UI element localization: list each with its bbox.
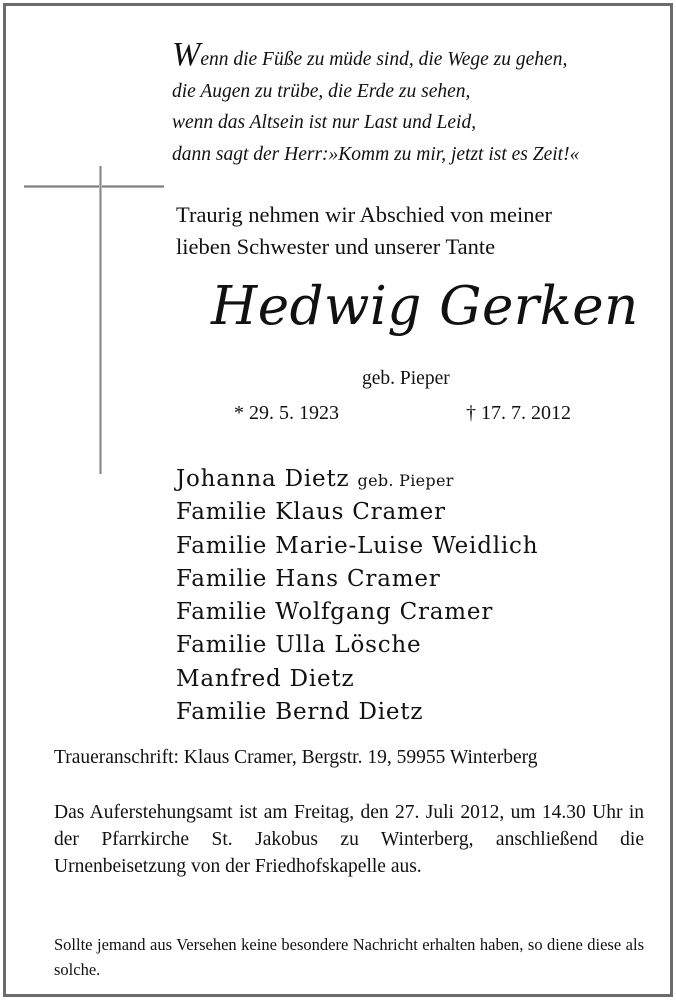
mourner-item: Familie Hans Cramer xyxy=(176,565,441,592)
mourner-item: Familie Ulla Lösche xyxy=(176,632,422,659)
mourner-birth-name: geb. Pieper xyxy=(357,471,454,490)
poem-line-4: dann sagt der Herr:»Komm zu mir, jetzt ist es Zeit!« xyxy=(172,143,580,165)
mourner-item xyxy=(176,463,538,496)
poem-line-1-text: enn die Füße zu müde sind, die Wege zu gehen, xyxy=(200,49,568,70)
mourning-address: Traueranschrift: Klaus Cramer, Bergstr. 19, 59955 Winterberg xyxy=(54,747,538,768)
cross-icon-horizontal-beam xyxy=(24,185,164,188)
poem-line-2: die Augen zu trübe, die Erde zu sehen, xyxy=(172,80,471,102)
farewell-intro xyxy=(176,199,552,263)
mourners-list xyxy=(176,463,538,729)
poem-line-3: wenn das Altsein ist nur Last und Leid, xyxy=(172,112,477,133)
mourner-item: Familie Klaus Cramer xyxy=(176,499,446,526)
deceased-birth-name: geb. Pieper xyxy=(362,368,450,389)
mourner-item: Familie Wolfgang Cramer xyxy=(176,599,494,626)
mourner-item: Manfred Dietz xyxy=(176,665,355,692)
poem-drop-cap: W xyxy=(172,36,201,73)
cross-icon-vertical-beam xyxy=(99,166,102,474)
mourner-name: Johanna Dietz xyxy=(176,466,350,492)
mourner-item: Familie Bernd Dietz xyxy=(176,699,424,726)
poem xyxy=(172,36,662,170)
farewell-intro-line-2: lieben Schwester und unserer Tante xyxy=(176,234,496,259)
death-date: † 17. 7. 2012 xyxy=(466,402,571,424)
mourner-item: Familie Marie-Luise Weidlich xyxy=(176,532,539,559)
birth-date: * 29. 5. 1923 xyxy=(234,402,339,424)
poem-line-1 xyxy=(172,36,662,76)
service-details: Das Auferstehungsamt ist am Freitag, den 27. Juli 2012, um 14.30 Uhr in der Pfarrkirche St. Jakobus zu Winterberg, anschließend die Urnenbeisetzung von der Friedhofskapelle aus. xyxy=(54,802,644,877)
farewell-intro-line-1: Traurig nehmen wir Abschied von meiner xyxy=(176,202,552,227)
deceased-name: Hedwig Gerken xyxy=(211,276,639,337)
obituary-notice xyxy=(3,3,673,997)
notification-note: Sollte jemand aus Versehen keine besondere Nachricht erhalten haben, so diene diese als solche. xyxy=(54,935,644,979)
